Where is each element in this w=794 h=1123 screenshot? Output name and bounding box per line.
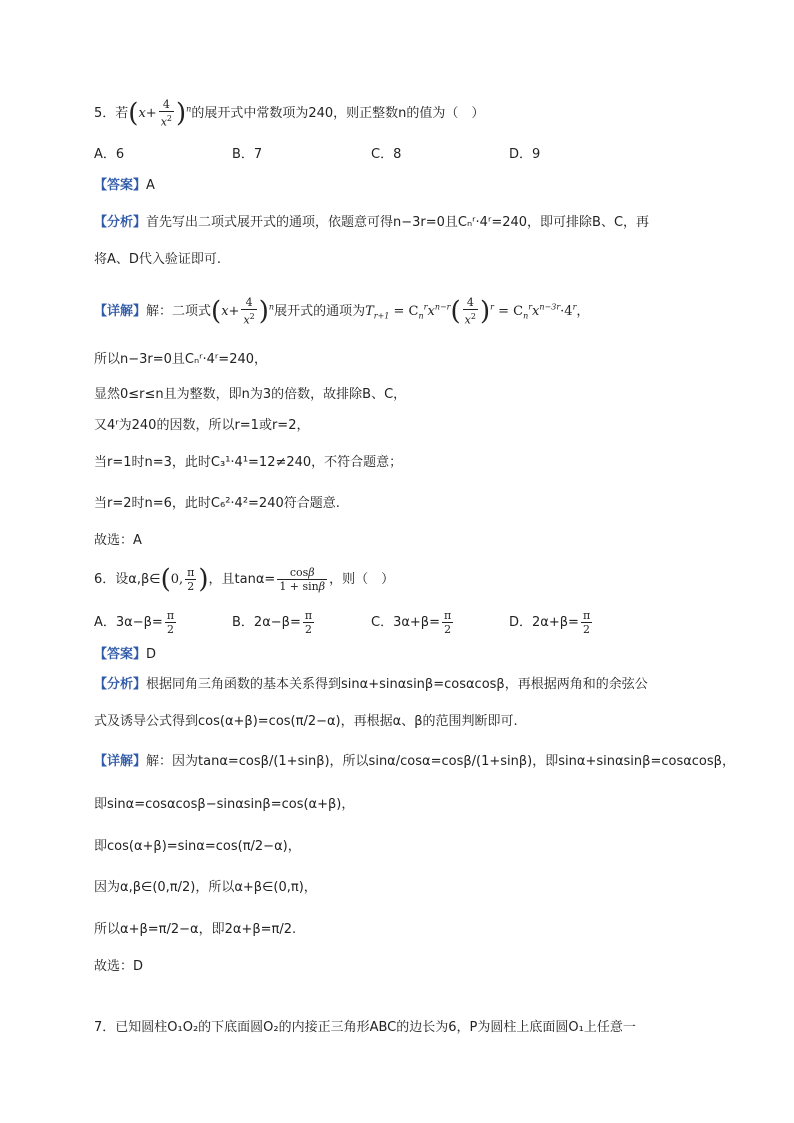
q6-answer: 【答案】D (94, 647, 157, 662)
q5-option-d: D．9 (509, 147, 541, 162)
q6-option-b: B．2α−β= $\frac{\pi}{2}$ (232, 609, 313, 636)
analysis-tag: 【分析】 (94, 215, 147, 230)
q6-option-d: D．2α+β= $\frac{\pi}{2}$ (509, 609, 591, 636)
q5-answer: 【答案】A (94, 178, 155, 193)
detail-tag: 【详解】 (94, 303, 147, 319)
q5-detail-line1: 【详解】解：二项式(x+ $\frac{4}{x^2}$ )$^n$展开式的通项为$T_{r+1} = C_n^rx^{n-r}$( $\frac{4}{x^2}$ )$^r = C_n^rx^{n-3r}\cdot 4^r$， (94, 296, 590, 327)
q5-stem: 5．若(x+ $\frac{4}{x^2}$ )$^n$的展开式中常数项为240，则正整数n的值为（ ） (94, 98, 485, 129)
q5-stem-suffix: 的展开式中常数项为240，则正整数n的值为（ ） (191, 105, 485, 121)
q6-detail-line4: 因为α,β∈(0,π/2)，所以α+β∈(0,π)， (94, 880, 317, 895)
q5-analysis-line1: 【分析】首先写出二项式展开式的通项，依题意可得n−3r=0且Cₙʳ·4ʳ=240，即可排除B、C，再 (94, 215, 650, 230)
q6-conclusion: 故选：D (94, 959, 144, 974)
q5-option-b: B．7 (232, 147, 263, 162)
q6-detail-line3: 即cos(α+β)=sinα=cos(π/2−α)， (94, 839, 301, 854)
q6-option-c: C．3α+β= $\frac{\pi}{2}$ (371, 609, 452, 636)
q6-detail-line5: 所以α+β=π/2−α，即2α+β=π/2. (94, 922, 297, 937)
q7-stem: 7．已知圆柱O₁O₂的下底面圆O₂的内接正三角形ABC的边长为6，P为圆柱上底面圆O₁上任意一 (94, 1020, 636, 1035)
q6-detail-line2: 即sinα=cosαcosβ−sinαsinβ=cos(α+β)， (94, 797, 355, 812)
q6-analysis-line2: 式及诱导公式得到cos(α+β)=cos(π/2−α)，再根据α、β的范围判断即可. (94, 714, 518, 729)
q6-stem: 6．设α,β∈(0, $\frac{\pi}{2}$ )，且tanα= $\frac{\cos\beta}{1 + \sin\beta}$ ，则（ ） (94, 564, 395, 595)
q6-detail-line1: 【详解】解：因为tanα=cosβ/(1+sinβ)，所以sinα/cosα=cosβ/(1+sinβ)，即sinα+sinαsinβ=cosαcosβ， (94, 754, 735, 769)
q5-conclusion: 故选：A (94, 533, 142, 548)
answer-tag: 【答案】 (94, 178, 147, 193)
q5-option-c: C．8 (371, 147, 402, 162)
q5-analysis-line2: 将A、D代入验证即可. (94, 252, 222, 267)
q5-detail-line5: 当r=1时n=3，此时C₃¹·4¹=12≠240，不符合题意； (94, 455, 403, 470)
q5-stem-prefix: 5．若 (94, 105, 129, 121)
q6-analysis-line1: 【分析】根据同角三角函数的基本关系得到sinα+sinαsinβ=cosαcosβ，再根据两角和的余弦公 (94, 677, 648, 692)
q5-option-a: A．6 (94, 147, 125, 162)
q5-detail-line2: 所以n−3r=0且Cₙʳ·4ʳ=240， (94, 352, 268, 367)
q5-detail-line6: 当r=2时n=6，此时C₆²·4²=240符合题意. (94, 496, 340, 511)
q5-detail-line4: 又4ʳ为240的因数，所以r=1或r=2， (94, 418, 310, 433)
q5-detail-line3: 显然0≤r≤n且为整数，即n为3的倍数，故排除B、C， (94, 387, 407, 402)
q6-option-a: A．3α−β= $\frac{\pi}{2}$ (94, 609, 175, 636)
